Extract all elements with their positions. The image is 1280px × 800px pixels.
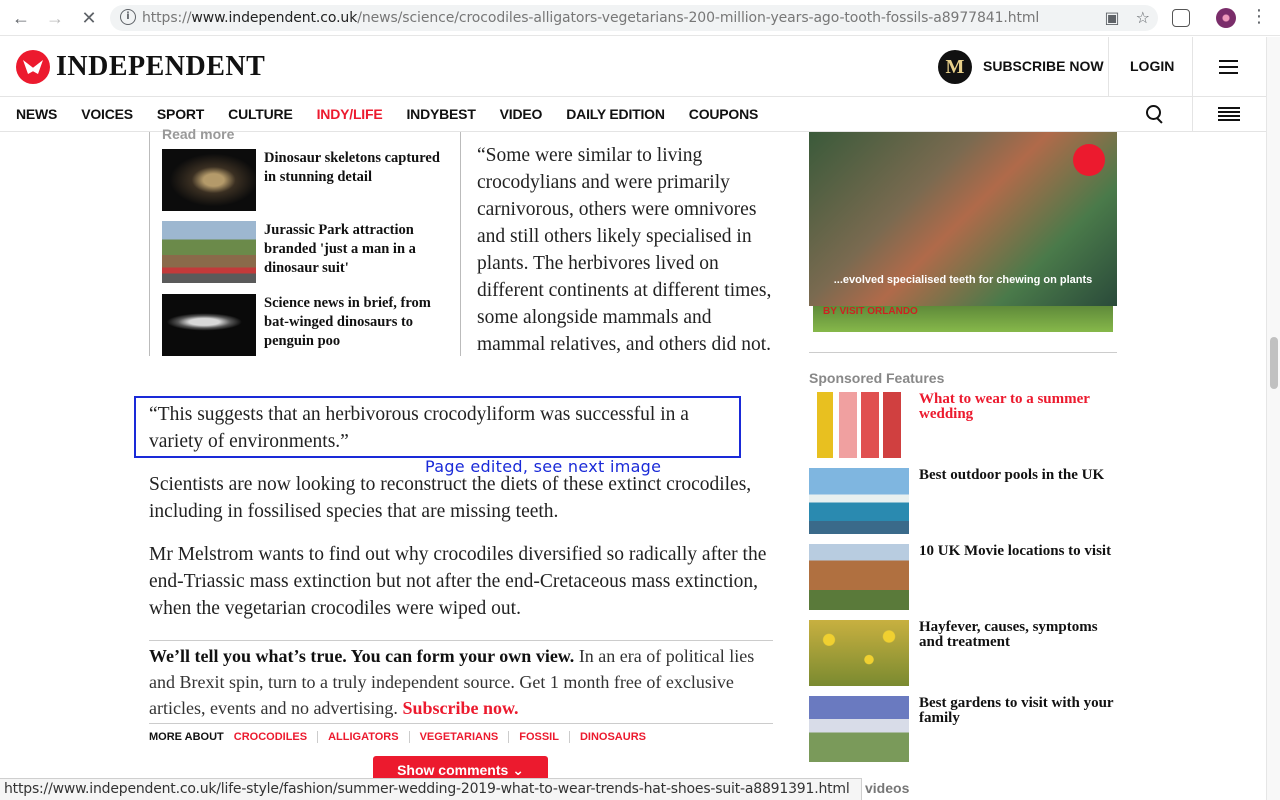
sponsored-item[interactable] — [809, 696, 1119, 762]
nav-indybest[interactable]: INDYBEST — [406, 106, 476, 122]
sponsored-title[interactable]: What to wear to a summer wedding — [919, 391, 1090, 422]
edit-highlight-box — [134, 396, 741, 458]
sponsored-title[interactable]: 10 UK Movie locations to visit — [919, 543, 1112, 559]
article-paragraph: Mr Melstrom wants to find out why crocodiles diversified so radically after the end-Triassic mass extinction but not after the end-Cretaceous mass extinction, when the vegetarian crocodiles were wiped out. — [149, 544, 767, 619]
promo-headline: We’ll tell you what’s true. You can form your own view. — [149, 646, 575, 666]
movie-location-thumbnail[interactable] — [809, 544, 909, 610]
site-header — [0, 37, 1280, 97]
promo-body: In an era of political lies and Brexit spin, turn to a truly independent source. Get 1 month free of exclusive articles, events and no advertising. — [149, 646, 755, 718]
link-status-bar: https://www.independent.co.uk/life-style/fashion/summer-wedding-2019-what-to-wear-trends-hat-shoes-suit-a8891391.html — [0, 778, 862, 800]
more-about-label: MORE ABOUT — [149, 731, 224, 743]
flower-field-thumbnail[interactable] — [809, 620, 909, 686]
nav-indy-life[interactable]: INDY/LIFE — [316, 106, 383, 122]
tag-link[interactable]: VEGETARIANS — [409, 731, 509, 743]
article-quote-column: “Some were similar to living crocodylians and were primarily carnivorous, others were omnivores and still others likely specialised in plants. The herbivores lived on different continents at different times, some alongside mammals and mammal relatives, and others did not. — [477, 145, 772, 355]
us-flag-edition-icon[interactable] — [1218, 107, 1240, 121]
sponsored-item[interactable] — [809, 392, 1119, 458]
video-ad-player[interactable] — [809, 132, 1117, 306]
search-icon[interactable] — [1146, 105, 1164, 123]
dinosaur-skeleton-thumbnail[interactable] — [162, 149, 256, 211]
more-about-tags — [149, 731, 656, 743]
sponsored-title[interactable]: Best gardens to visit with your family — [919, 695, 1114, 726]
dinosaur-suit-thumbnail[interactable] — [162, 221, 256, 283]
summer-dresses-thumbnail[interactable] — [809, 392, 909, 458]
forward-arrow-icon[interactable]: → — [46, 7, 64, 28]
tag-link[interactable]: ALLIGATORS — [317, 731, 408, 743]
show-comments-button[interactable]: Show comments ⌄ — [373, 756, 548, 784]
read-more-title[interactable]: Jurassic Park attraction branded 'just a man in a dinosaur suit' — [264, 222, 416, 276]
read-more-item[interactable] — [162, 221, 446, 283]
profile-avatar[interactable] — [1216, 8, 1236, 28]
nav-voices[interactable]: VOICES — [81, 106, 133, 122]
bookmark-star-icon[interactable]: ☆ — [1135, 10, 1150, 27]
ad-banner[interactable] — [813, 306, 1113, 332]
hamburger-menu-icon[interactable] — [1219, 60, 1238, 74]
browser-menu-icon[interactable]: ⋮ — [1250, 6, 1268, 26]
url-text[interactable]: https://www.independent.co.uk/news/science/crocodiles-alligators-vegetarians-200-million-years-ago-tooth-fossils-a8977841.html — [142, 10, 1040, 26]
scrollbar-thumb[interactable] — [1270, 337, 1278, 389]
sponsored-item[interactable] — [809, 620, 1119, 686]
videos-heading: videos — [865, 780, 910, 796]
site-info-icon[interactable]: i — [120, 9, 136, 25]
subscription-badge-icon[interactable]: M — [938, 50, 972, 84]
sponsored-title[interactable]: Hayfever, causes, symptoms and treatment — [919, 619, 1098, 650]
sponsored-title[interactable]: Best outdoor pools in the UK — [919, 467, 1105, 483]
nav-sport[interactable]: SPORT — [156, 106, 205, 122]
read-more-title[interactable]: Dinosaur skeletons captured in stunning detail — [264, 150, 440, 185]
nav-daily-edition[interactable]: DAILY EDITION — [566, 106, 665, 122]
fossil-fish-thumbnail[interactable] — [162, 294, 256, 356]
video-caption: ...evolved specialised teeth for chewing on plants — [833, 274, 1093, 286]
read-more-title[interactable]: Science news in brief, from bat-winged dinosaurs to penguin poo — [264, 295, 431, 349]
nav-video[interactable]: VIDEO — [499, 106, 543, 122]
tag-link[interactable]: FOSSIL — [508, 731, 569, 743]
sponsored-item[interactable] — [809, 544, 1119, 610]
tag-link[interactable]: CROCODILES — [233, 731, 308, 743]
tag-link[interactable]: DINOSAURS — [569, 731, 656, 743]
browser-toolbar — [0, 0, 1280, 36]
blocked-popup-icon[interactable]: ▣ — [1104, 10, 1120, 27]
subscribe-link[interactable]: Subscribe now. — [402, 698, 519, 718]
ad-sponsor-text: BY VISIT ORLANDO — [823, 306, 918, 317]
login-link[interactable]: LOGIN — [1130, 58, 1175, 74]
site-logo-text[interactable]: INDEPENDENT — [56, 51, 266, 82]
nav-coupons[interactable]: COUPONS — [688, 106, 759, 122]
extension-icon[interactable] — [1172, 9, 1190, 27]
read-more-label: Read more — [162, 126, 235, 142]
subscribe-now-link[interactable]: SUBSCRIBE NOW — [983, 58, 1104, 74]
article-paragraph: Scientists are now looking to reconstruct the diets of these extinct crocodiles, including in fossilised species that are missing teeth. — [149, 474, 752, 522]
back-arrow-icon[interactable]: ← — [12, 7, 30, 28]
highlighted-quote: “This suggests that an herbivorous crocodyliform was successful in a variety of environments.” — [149, 404, 689, 452]
read-more-item[interactable] — [162, 294, 446, 356]
read-more-item[interactable] — [162, 149, 446, 211]
independent-logo-icon — [1073, 144, 1105, 176]
outdoor-pool-thumbnail[interactable] — [809, 468, 909, 534]
nav-news[interactable]: NEWS — [16, 106, 58, 122]
chevron-down-icon: ⌄ — [512, 762, 524, 778]
sponsored-item[interactable] — [809, 468, 1119, 534]
stop-loading-icon[interactable]: ✕ — [81, 7, 97, 28]
garden-dome-thumbnail[interactable] — [809, 696, 909, 762]
page-scrollbar[interactable] — [1266, 37, 1280, 800]
address-bar[interactable] — [110, 5, 1158, 31]
subscription-promo — [149, 640, 773, 724]
sponsored-features-label: Sponsored Features — [809, 370, 945, 386]
nav-culture[interactable]: CULTURE — [228, 106, 293, 122]
independent-eagle-logo-icon[interactable] — [16, 50, 50, 84]
edit-annotation: Page edited, see next image — [425, 457, 662, 476]
